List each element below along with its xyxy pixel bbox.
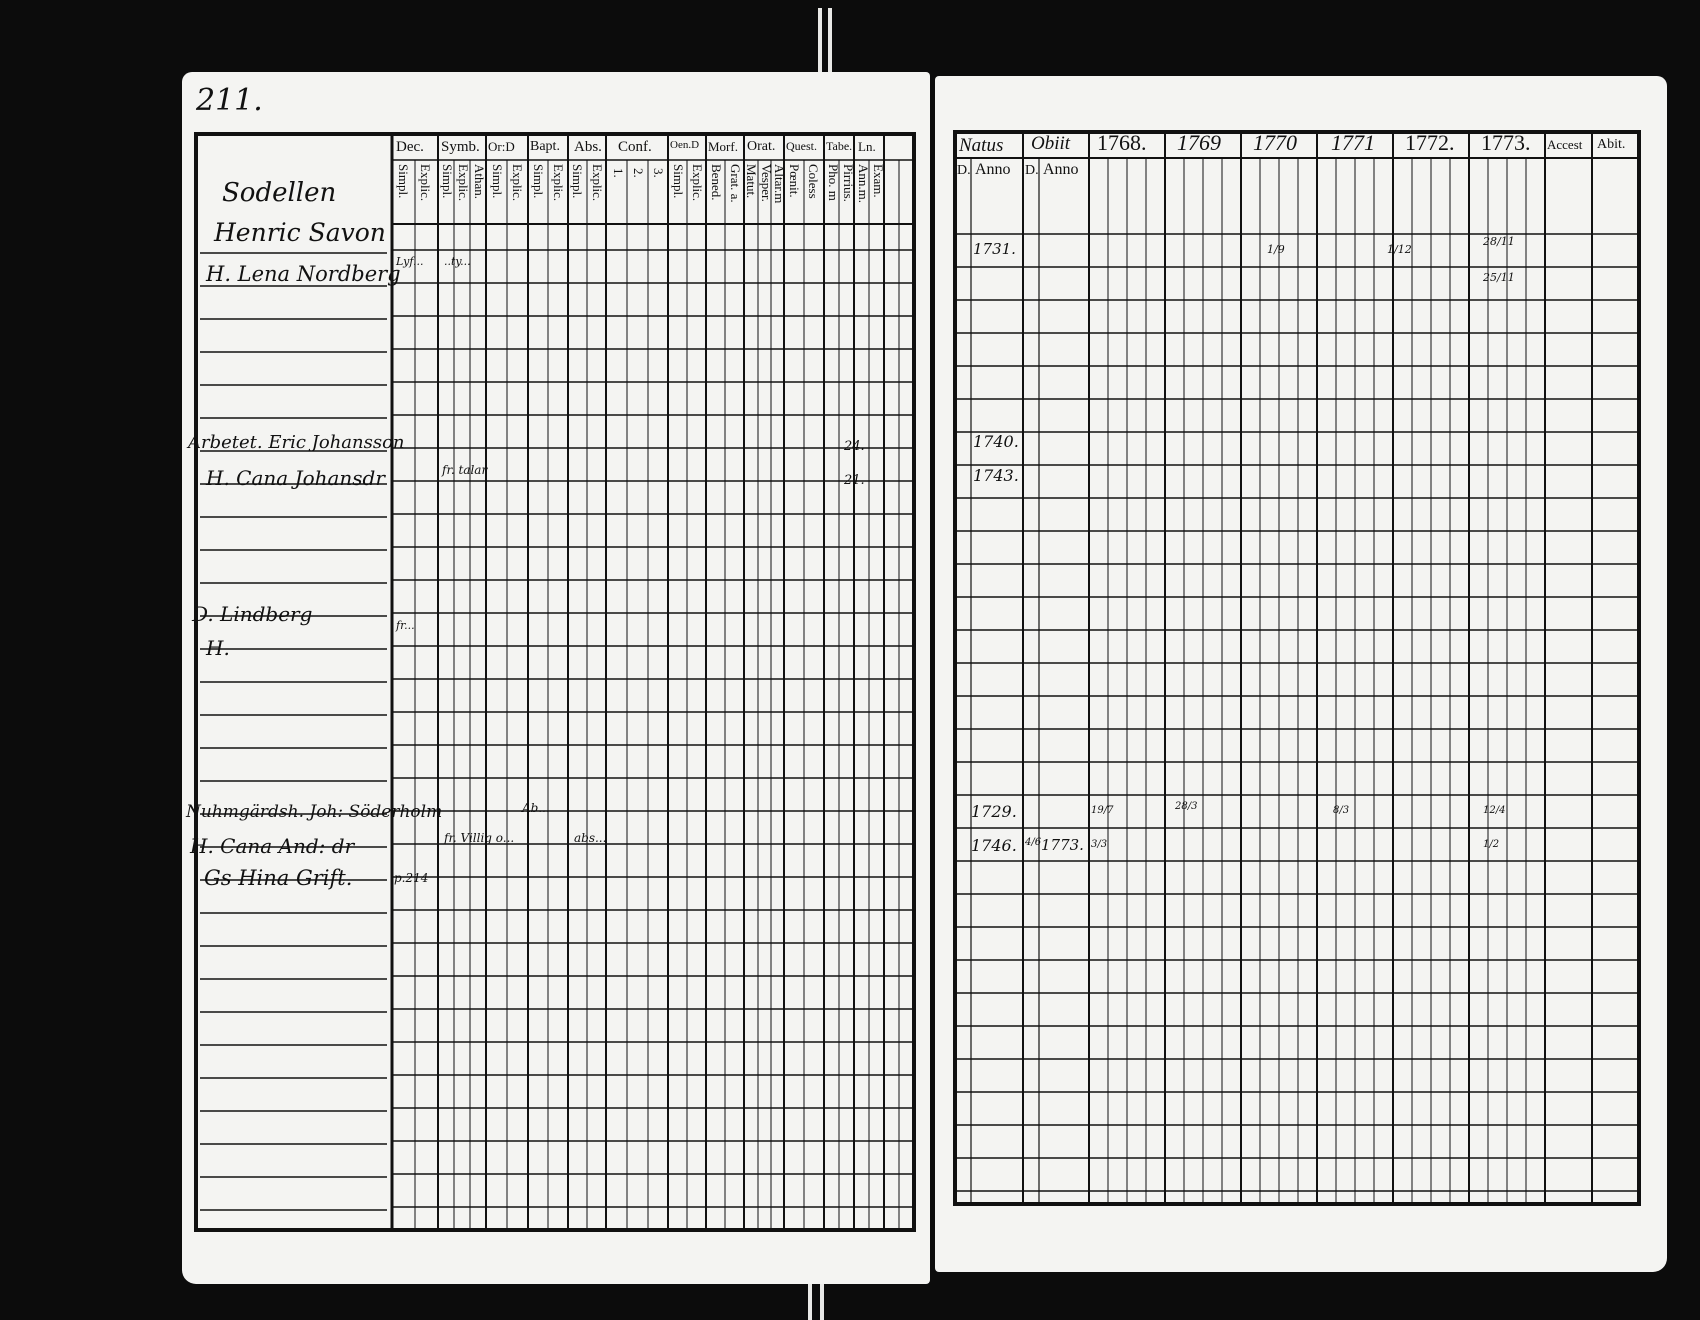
col-header-dec: Dec. (396, 139, 424, 155)
col-header-conf: Conf. (618, 139, 652, 155)
col-header-ln: Ln. (858, 139, 876, 154)
sub-label: Explic. (456, 164, 471, 202)
right-page (935, 76, 1667, 1272)
attendance-mark: 1/9 (1267, 243, 1285, 256)
col-header-year-1772: 1772. (1405, 130, 1455, 155)
sub-label: Explic. (418, 164, 433, 202)
page-number: 211. (196, 83, 263, 118)
attendance-mark: 1/12 (1387, 243, 1412, 256)
sub-label: 2. (631, 168, 646, 178)
natus-year: 1743. (973, 466, 1019, 485)
sub-label: Altar.m (772, 164, 787, 204)
entry-name: Gs Hina Grift. (204, 866, 353, 890)
col-header-tabe: Tabe. (826, 139, 853, 153)
sub-label: Simpl. (396, 164, 411, 199)
sub-label: Ann.m. (856, 164, 871, 203)
col-header-year-1769: 1769 (1177, 130, 1221, 155)
entry-name: H. Cana And: dr (190, 834, 355, 858)
attendance-mark: 8/3 (1333, 805, 1350, 816)
attendance-mark: 28/3 (1175, 801, 1198, 812)
sub-label: Explic. (551, 164, 566, 202)
entry-name: D. Lindberg (192, 602, 313, 626)
col-header-year-1773: 1773. (1481, 130, 1531, 155)
sub-header-anno: Anno (1043, 161, 1079, 178)
natus-year: 1731. (973, 240, 1016, 258)
sub-label: Simpl. (671, 164, 686, 199)
entry-dec-note: p.214 (394, 871, 429, 885)
sub-header-anno: Anno (975, 161, 1011, 178)
sub-label: Pho. m (826, 164, 841, 201)
sub-label: Vesper. (759, 164, 774, 202)
col-header-accessit: Accest (1547, 137, 1583, 152)
sub-label: Pœnit. (787, 164, 802, 198)
sub-label: Simpl. (440, 164, 455, 199)
sub-header-d: D. (1025, 163, 1039, 178)
attendance-mark: 28/11 (1483, 235, 1515, 248)
spine-thread-bottom (808, 1284, 812, 1320)
sub-label: Simpl. (490, 164, 505, 199)
sub-label: Coless (806, 164, 821, 199)
col-header-morf: Morf. (708, 139, 738, 154)
col-header-obiit: Obiit (1031, 133, 1071, 154)
sub-label: Pirrius. (841, 164, 856, 202)
sub-label: Simpl. (531, 164, 546, 199)
entry-name: H. Lena Nordberg (206, 262, 401, 286)
col-header-ord: Or:D (488, 139, 515, 154)
col-header-symb: Symb. (441, 139, 480, 155)
entry-name: Arbetet. Eric Johansson (188, 432, 405, 453)
sub-label: Exam. (871, 164, 886, 198)
entry-symb-note: fr. talar (442, 463, 488, 477)
natus-year: 1746. (971, 836, 1017, 855)
sub-label: Matut. (744, 164, 759, 199)
attendance-mark: 25/11 (1483, 271, 1515, 284)
attendance-mark: 1/2 (1483, 839, 1500, 850)
entry-name: Sodellen (222, 178, 337, 208)
entry-symb-note: fr. Villig o... (444, 831, 515, 845)
sub-label: 3. (651, 168, 666, 178)
col-header-oen: Oen.D (670, 139, 700, 151)
left-page (182, 72, 930, 1284)
sub-label: Explic. (690, 164, 705, 202)
sub-label: Explic. (510, 164, 525, 202)
col-header-year-1768: 1768. (1097, 130, 1147, 155)
spine-thread-top (818, 8, 822, 72)
entry-name: Nuhmgärdsh. Joh: Söderholm (186, 802, 443, 822)
entry-extra-note: abs... (574, 831, 607, 845)
entry-dec-note: fr... (396, 619, 415, 632)
sub-label: Athan. (472, 164, 487, 200)
sub-label: Bened. (709, 164, 724, 201)
col-header-bapt: Bapt. (530, 139, 560, 154)
entry-name: Henric Savon (214, 218, 386, 247)
col-header-abiit: Abit. (1597, 137, 1626, 152)
entry-tabe-value: 24. (844, 439, 865, 454)
attendance-mark: 12/4 (1483, 805, 1506, 816)
attendance-mark: 3/3 (1091, 839, 1108, 850)
natus-year: 1740. (973, 432, 1019, 451)
sub-label: 1. (611, 168, 626, 178)
sub-label: Simpl. (570, 164, 585, 199)
sub-label: Grat. a. (728, 164, 743, 203)
entry-symb-note: ..ty... (444, 255, 471, 268)
right-ruled-grid (935, 76, 1667, 1272)
entry-tabe-value: 21. (844, 473, 865, 488)
spine-thread-bottom (820, 1284, 824, 1320)
entry-name: H. Cana Johansdr (206, 466, 385, 490)
obiit-year: 1773. (1041, 836, 1084, 854)
sub-label: Explic. (590, 164, 605, 202)
col-header-abs: Abs. (574, 139, 602, 155)
col-header-ques: Quest. (786, 139, 817, 153)
col-header-year-1770: 1770 (1253, 130, 1297, 155)
entry-name: H. (206, 636, 230, 660)
col-header-natus: Natus (959, 135, 1004, 156)
entry-dec-note: Lyf... (396, 255, 424, 268)
col-header-year-1771: 1771 (1331, 130, 1375, 155)
col-header-orat: Orat. (747, 139, 776, 154)
left-ruled-grid (182, 72, 930, 1284)
natus-year: 1729. (971, 802, 1017, 821)
attendance-mark: 19/7 (1091, 805, 1114, 816)
entry-extra-note: Ab... (522, 801, 550, 815)
obiit-day: 4/6 (1025, 837, 1042, 848)
spine-thread-top (828, 8, 832, 72)
sub-header-d: D. (957, 163, 971, 178)
